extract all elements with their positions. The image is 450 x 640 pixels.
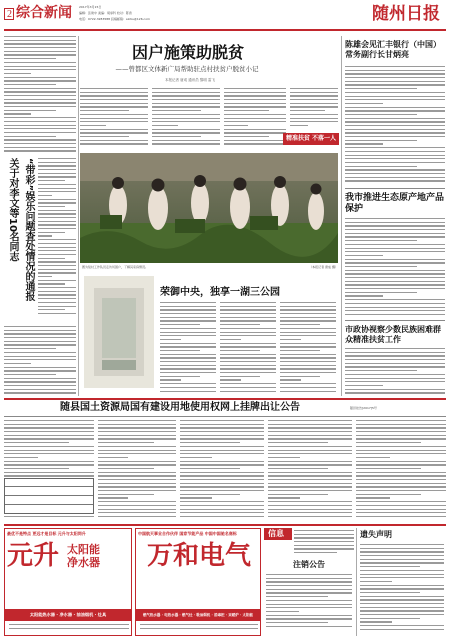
banner-body-col-5 [356,420,446,520]
vertical-feature-body [38,158,76,318]
notices-divider [356,528,357,636]
paper-name-logo: 随州日报 [372,4,440,24]
ad-wanhe-footer: 燃气热水器 · 电热水器 · 燃气灶 · 吸油烟机 · 消毒柜 · 采暖炉 · 太阳能 [136,609,260,621]
ads-top-rule [4,524,446,526]
lost-notice-title: 遗失声明 [360,530,392,539]
highlight-box [283,133,339,145]
ad-yuansheng-product: 太阳能 净水器 [67,543,100,569]
right-article-3-body [345,348,445,396]
lost-notice-body [360,544,444,634]
ad-yuansheng [4,528,132,636]
banner-top-rule [4,398,446,400]
section-title: 综合新闻 [16,5,72,21]
main-article-body-col-1 [80,88,148,150]
right-headline-3: 市政协视察少数民族困难群众精准扶贫工作 [345,325,441,344]
info-body [294,530,354,556]
notices-area [264,528,446,636]
feature-middle-body-col-3 [280,302,336,396]
info-label [264,528,292,540]
feature-middle-body-col-1 [160,302,216,396]
banner-title-rule [4,416,446,417]
header-rule [4,29,446,31]
vertical-feature-title: “带彩”娱乐问题查处情况的通报 [23,158,34,302]
right-headline-2: 我市推进生态原产地产品保护 [345,193,445,214]
banner-body-col-4 [268,420,352,520]
ad-yuansheng-brand: 元升 [7,541,60,571]
contact-line: 电话：0722-3283588 投稿邮箱：szrbs@126.com [79,17,150,21]
right-divider-1 [345,188,445,189]
left-column-top-text [4,36,76,154]
right-article-1-body [345,66,445,186]
main-photo-credit: （本报记者 唐成 摄） [309,265,338,269]
left-column-divider [78,36,79,396]
page-header [4,2,446,30]
bottom-banner-title: 随县国土资源局国有建设用地使用权网上挂牌出让公告 [60,402,300,413]
right-article-2-body [345,218,445,318]
ad-wanhe-top-line: 中国航天事业合作伙伴 国家节能产品 中国中国驰名商标 [138,531,237,536]
date-line: 2017年3月15日 [79,5,102,9]
bottom-banner-doc-no: 随县挂告[2017]5号 [350,406,377,410]
left-column-bottom-text [4,326,76,396]
highlight-box-text: 精准扶贫 不落一人 [285,135,337,142]
ad-wanhe [135,528,261,636]
feature-middle-title: 荣御中央，独享一湖三公园 [160,287,280,298]
main-article-subtitle: ——曾都区文体新广局帮助驻点村扶贫户脱贫小记 [115,65,259,73]
feature-middle-photo [84,276,154,388]
main-article-body-col-2 [152,88,220,150]
right-divider-2 [345,320,445,321]
feature-middle-body-col-2 [220,302,276,396]
banner-body-col-3 [180,420,264,520]
ad-wanhe-address [140,624,258,634]
main-article-body-col-3 [224,88,286,150]
main-article-title: 因户施策助脱贫 [131,43,244,62]
cancel-notice-title: 注销公告 [293,560,325,569]
main-article-body-col-4 [290,88,338,130]
ad-yuansheng-address [9,624,129,634]
main-article-photo [80,153,338,263]
right-column-divider [341,36,342,396]
cancel-notice-body [266,574,352,632]
info-label-text: 信息 [268,529,284,538]
main-photo-caption: 图为驻村工作队员走访贫困户，了解其家庭情况。 [82,265,149,269]
vertical-feature-subtitle: 关于对李文等10名同志 [7,158,18,262]
page-number: 2 [7,9,12,20]
main-article-byline: 本报记者 唐成 通讯员 黎明 雷飞 [165,78,215,82]
ad-wanhe-brand: 万和电气 [146,541,251,571]
page-number-badge [4,8,14,20]
ad-yuansheng-top-line: 最优不是特点 更远才是目标 元升与太阳同升 [7,531,86,536]
ad-yuansheng-footer: 太阳能热水器 · 净水器 · 抽油烟机 · 灶具 [5,609,131,621]
right-headline-1: 陈雄会见汇丰银行（中国）常务副行长甘炳亮 [345,40,441,59]
banner-body-col-2 [98,420,176,520]
editors-line: 编辑：张建中 美编：胡承科 校对：陈香 [79,11,132,15]
banner-table [4,478,94,514]
